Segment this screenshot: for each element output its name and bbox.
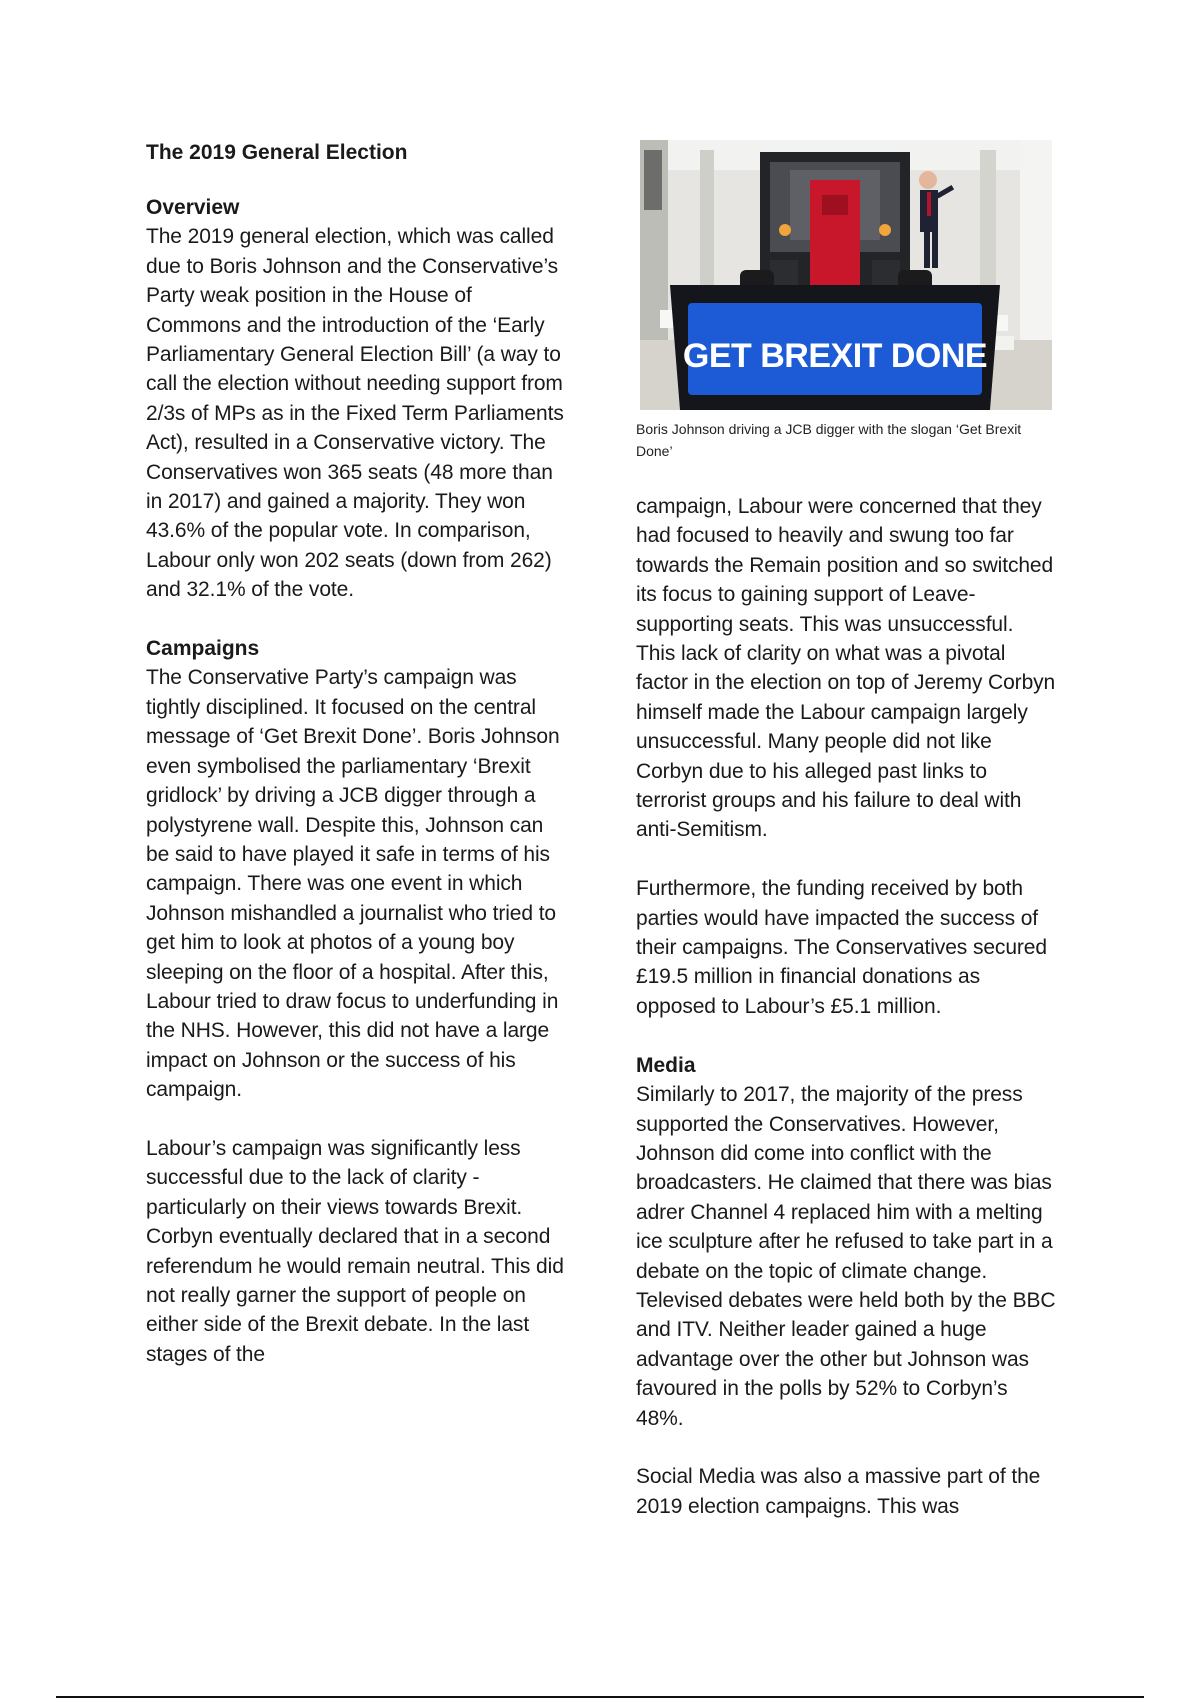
- media-paragraph-1: Similarly to 2017, the majority of the press supported the Conservatives. However, Johnson did come into conflict with the broadcasters. He claimed that there was bias adrer Channel 4 replaced him with a melting ice sculpture after he refused to take part in a debate on the topic of climate change. Televised debates were held both by the BBC and ITV. Neither leader gained a huge advantage over the other but Johnson was favoured in the polls by 52% to Corbyn’s 48%.: [636, 1083, 1056, 1430]
- overview-paragraph: The 2019 general election, which was called due to Boris Johnson and the Conservative’s Party weak position in the House of Commons and the introduction of the ‘Early Parliamentary General Election Bill’ (a way to call the election without needing support from 2/3s of MPs as in the Fixed Term Parliaments Act), resulted in a Conservative victory. The Conservatives won 365 seats (48 more than in 2017) and gained a majority. They won 43.6% of the popular vote. In comparison, Labour only won 202 seats (down from 262) and 32.1% of the vote.: [146, 225, 564, 602]
- right-column: [636, 140, 1056, 1551]
- media-paragraph-2-start: Social Media was also a massive part of the 2019 election campaigns. This was: [636, 1465, 1041, 1518]
- footer-divider: [56, 1696, 1144, 1698]
- figure-caption: Boris Johnson driving a JCB digger with the slogan ‘Get Brexit Done’: [636, 421, 1022, 459]
- jcb-digger-illustration: [640, 140, 1052, 410]
- media-heading: Media: [636, 1053, 696, 1077]
- jcb-digger-photo: [640, 140, 1052, 410]
- document-title: The 2019 General Election: [146, 141, 408, 164]
- campaigns-paragraph-2-continued: campaign, Labour were concerned that they had focused to heavily and swung too far towards the Remain position and so switched its focus to gaining support of Leave-supporting seats. This was unsuccessful. This lack of clarity on what was a pivotal factor in the election on top of Jeremy Corbyn himself made the Labour campaign largely unsuccessful. Many people did not like Corbyn due to his alleged past links to terrorist groups and his failure to deal with anti-Semitism.: [636, 495, 1056, 842]
- campaigns-paragraph-1: The Conservative Party’s campaign was tightly disciplined. It focused on the central message of ‘Get Brexit Done’. Boris Johnson even symbolised the parliamentary ‘Brexit gridlock’ by driving a JCB digger through a polystyrene wall. Despite this, Johnson can be said to have played it safe in terms of his campaign. There was one event in which Johnson mishandled a journalist who tried to get him to look at photos of a young boy sleeping on the floor of a hospital. After this, Labour tried to draw focus to underfunding in the NHS. However, this did not have a large impact on Johnson or the success of his campaign.: [146, 666, 560, 1102]
- campaigns-paragraph-3: Furthermore, the funding received by both parties would have impacted the success of their campaigns. The Conservatives secured £19.5 million in financial donations as opposed to Labour’s £5.1 million.: [636, 877, 1047, 1018]
- campaigns-heading: Campaigns: [146, 637, 260, 661]
- left-column: [146, 140, 566, 1399]
- campaigns-paragraph-2-start: Labour’s campaign was significantly less successful due to the lack of clarity - particularly on their views towards Brexit. Corbyn eventually declared that in a second referendum he would remain neutral. This did not really garner the support of people on either side of the Brexit debate. In the last stages of the: [146, 1136, 564, 1366]
- overview-heading: Overview: [146, 196, 240, 219]
- sign-text: GET BREXIT DONE: [682, 337, 988, 375]
